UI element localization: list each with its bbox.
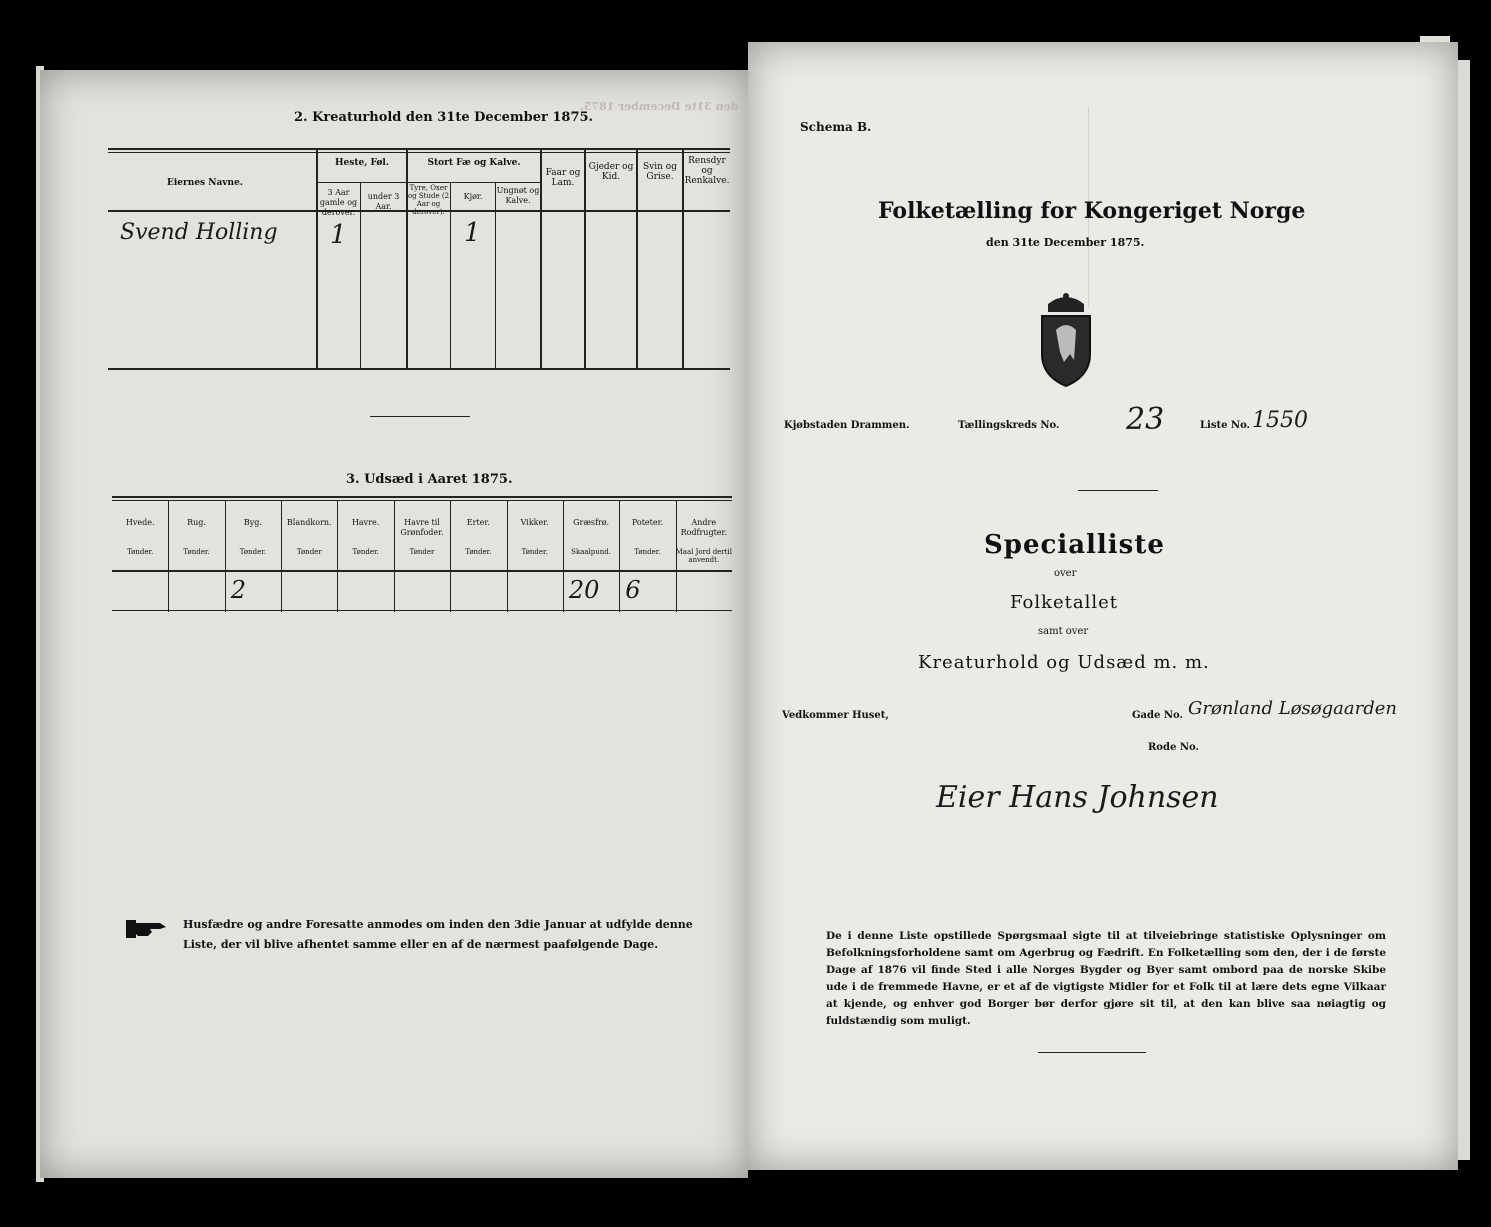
table3-col-unit: Tønder. (239, 548, 267, 556)
table3-col-divider (281, 500, 282, 612)
main-title: Folketælling for Kongeriget Norge (878, 198, 1306, 224)
table3-col-header: Græsfrø. (573, 518, 609, 527)
section3-title: 3. Udsæd i Aaret 1875. (346, 472, 513, 487)
col-cattle-c-header: Ungnøt og Kalve. (496, 186, 540, 205)
owner-signature-handwritten: Eier Hans Johnsen (936, 780, 1219, 815)
table3-col-header: Andre Rodfrugter. (680, 518, 728, 537)
owner-name-handwritten: Svend Holling (120, 220, 278, 245)
table3-col-header: Rug. (187, 518, 206, 527)
table2-col-divider (406, 150, 408, 370)
table2-col-divider (316, 150, 318, 370)
folketallet-label: Folketallet (1010, 592, 1119, 613)
table3-col-unit: Tønder. (352, 548, 379, 556)
bleed-through-text: den 31te December 1875. (580, 100, 739, 113)
col-sheep-header: Faar og Lam. (545, 168, 581, 188)
table3-col-divider (394, 500, 395, 612)
table3-col-header: Byg. (243, 518, 262, 527)
vedkommer-label: Vedkommer Huset, (782, 710, 889, 721)
cows-count-handwritten: 1 (464, 218, 481, 248)
table3-col-divider (168, 500, 169, 612)
section2-title: 2. Kreaturhold den 31te December 1875. (294, 110, 594, 125)
closing-rule (1038, 1052, 1146, 1053)
table3-col-unit: Tønder. (127, 548, 154, 556)
table2-col-divider (636, 150, 638, 370)
table3-col-divider (619, 500, 620, 612)
col-cattle-b-header: Kjør. (463, 192, 483, 201)
table3-col-unit: Tønder. (183, 548, 210, 556)
over-label: over (1054, 568, 1077, 579)
col-horses-b-header: under 3 Aar. (367, 192, 400, 211)
table3-top-rule (112, 496, 732, 498)
table3-col-divider (563, 500, 564, 612)
table3-col-header: Blandkorn. (286, 518, 332, 527)
right-page-stack-edge (1458, 60, 1470, 1160)
table3-col-divider (225, 500, 226, 612)
list-label: Liste No. (1200, 420, 1251, 431)
table3-top-rule-thin (112, 500, 732, 501)
table2-subcol-divider (450, 182, 451, 370)
table3-col-header: Havre. (351, 518, 380, 527)
table3-col-header: Hvede. (125, 518, 155, 527)
right-page (748, 42, 1458, 1170)
separator-rule (370, 416, 470, 417)
census-date: den 31te December 1875. (986, 236, 1145, 249)
table3-col-divider (507, 500, 508, 612)
gade-value-handwritten: Grønland Løsøgaarden (1188, 698, 1397, 719)
table3-col-unit: Skaalpund. (571, 548, 611, 556)
col-goats-header: Gjeder og Kid. (588, 162, 634, 182)
table3-col-unit: Tønder (296, 548, 322, 556)
district-label: Tællingskreds No. (958, 420, 1060, 431)
pointing-hand-icon (126, 918, 170, 940)
table3-col-header: Havre til Grønfoder. (400, 518, 444, 537)
table3-col-unit: Maal Jord dertil anvendt. (675, 548, 732, 564)
table3-col-unit: Tønder. (465, 548, 492, 556)
table3-col-divider (450, 500, 451, 612)
table3-col-divider (337, 500, 338, 612)
table3-cell-value: 20 (568, 576, 600, 604)
col-cattle-a-header: Tyre, Oxer og Stude (2 Aar og derover). (407, 184, 450, 216)
table2-col-divider (584, 150, 586, 370)
col-cattle-header: Stort Fæ og Kalve. (427, 158, 521, 168)
gade-label: Gade No. (1132, 710, 1183, 721)
table3-header-rule (112, 570, 732, 572)
notice-paragraph: Husfædre og andre Foresatte anmodes om inden den 3die Januar at udfylde denne Liste, der vil blive afhentet samme eller en af de nærmest paafølgende Dage. (183, 918, 693, 951)
specialliste-title: Specialliste (984, 530, 1165, 560)
samt-over-label: samt over (1038, 626, 1089, 637)
table3-col-unit: Tønder (409, 548, 435, 556)
col-reindeer-header: Rensdyr og Renkalve. (684, 156, 730, 186)
district-number-handwritten: 23 (1126, 402, 1165, 437)
table3-bottom-rule (112, 610, 732, 611)
coat-of-arms-icon (1034, 290, 1098, 390)
table2-subcol-divider (495, 182, 496, 370)
left-page (40, 70, 748, 1178)
col-pigs-header: Svin og Grise. (643, 162, 677, 182)
kreaturhold-title: Kreaturhold og Udsæd m. m. (918, 652, 1210, 673)
col-horses-header: Heste, Føl. (335, 158, 389, 168)
table3-cell-value: 2 (230, 576, 246, 604)
table3-col-header: Vikker. (520, 518, 549, 527)
town-label: Kjøbstaden Drammen. (784, 420, 910, 431)
col-horses-a-header: 3 Aar gamle og derover. (319, 188, 358, 217)
separator-rule (1078, 490, 1158, 491)
table3-col-header: Erter. (466, 518, 490, 527)
schema-label: Schema B. (800, 120, 872, 134)
rode-label: Rode No. (1148, 742, 1199, 753)
table3-col-unit: Tønder. (521, 548, 548, 556)
col-owner-header: Eiernes Navne. (167, 178, 243, 188)
list-number-handwritten: 1550 (1252, 408, 1308, 433)
table3-col-unit: Tønder. (634, 548, 661, 556)
table3-cell-value: 6 (625, 576, 641, 604)
table2-subheader-rule (316, 182, 540, 183)
horses-count-handwritten: 1 (330, 220, 347, 250)
instruction-paragraph: De i denne Liste opstillede Spørgsmaal sigte til at tilveiebringe statistiske Oplysninger om Befolkningsforholdene samt om Agerbrug og Fædrift. En Folketælling som den, der i de første Dage af 1876 vil finde Sted i alle Norges Bygder og Byer samt ombord paa de norske Skibe ude i de fremmede Havne, er et af de vigtigste Midler for et Folk til at lære dets egne Vilkaar at kjende, og enhver god Borger bør derfor gjøre sit til, at den kan blive saa nøiagtig og fuldstændig som muligt. (826, 930, 1386, 1027)
table3-col-header: Poteter. (631, 518, 664, 527)
